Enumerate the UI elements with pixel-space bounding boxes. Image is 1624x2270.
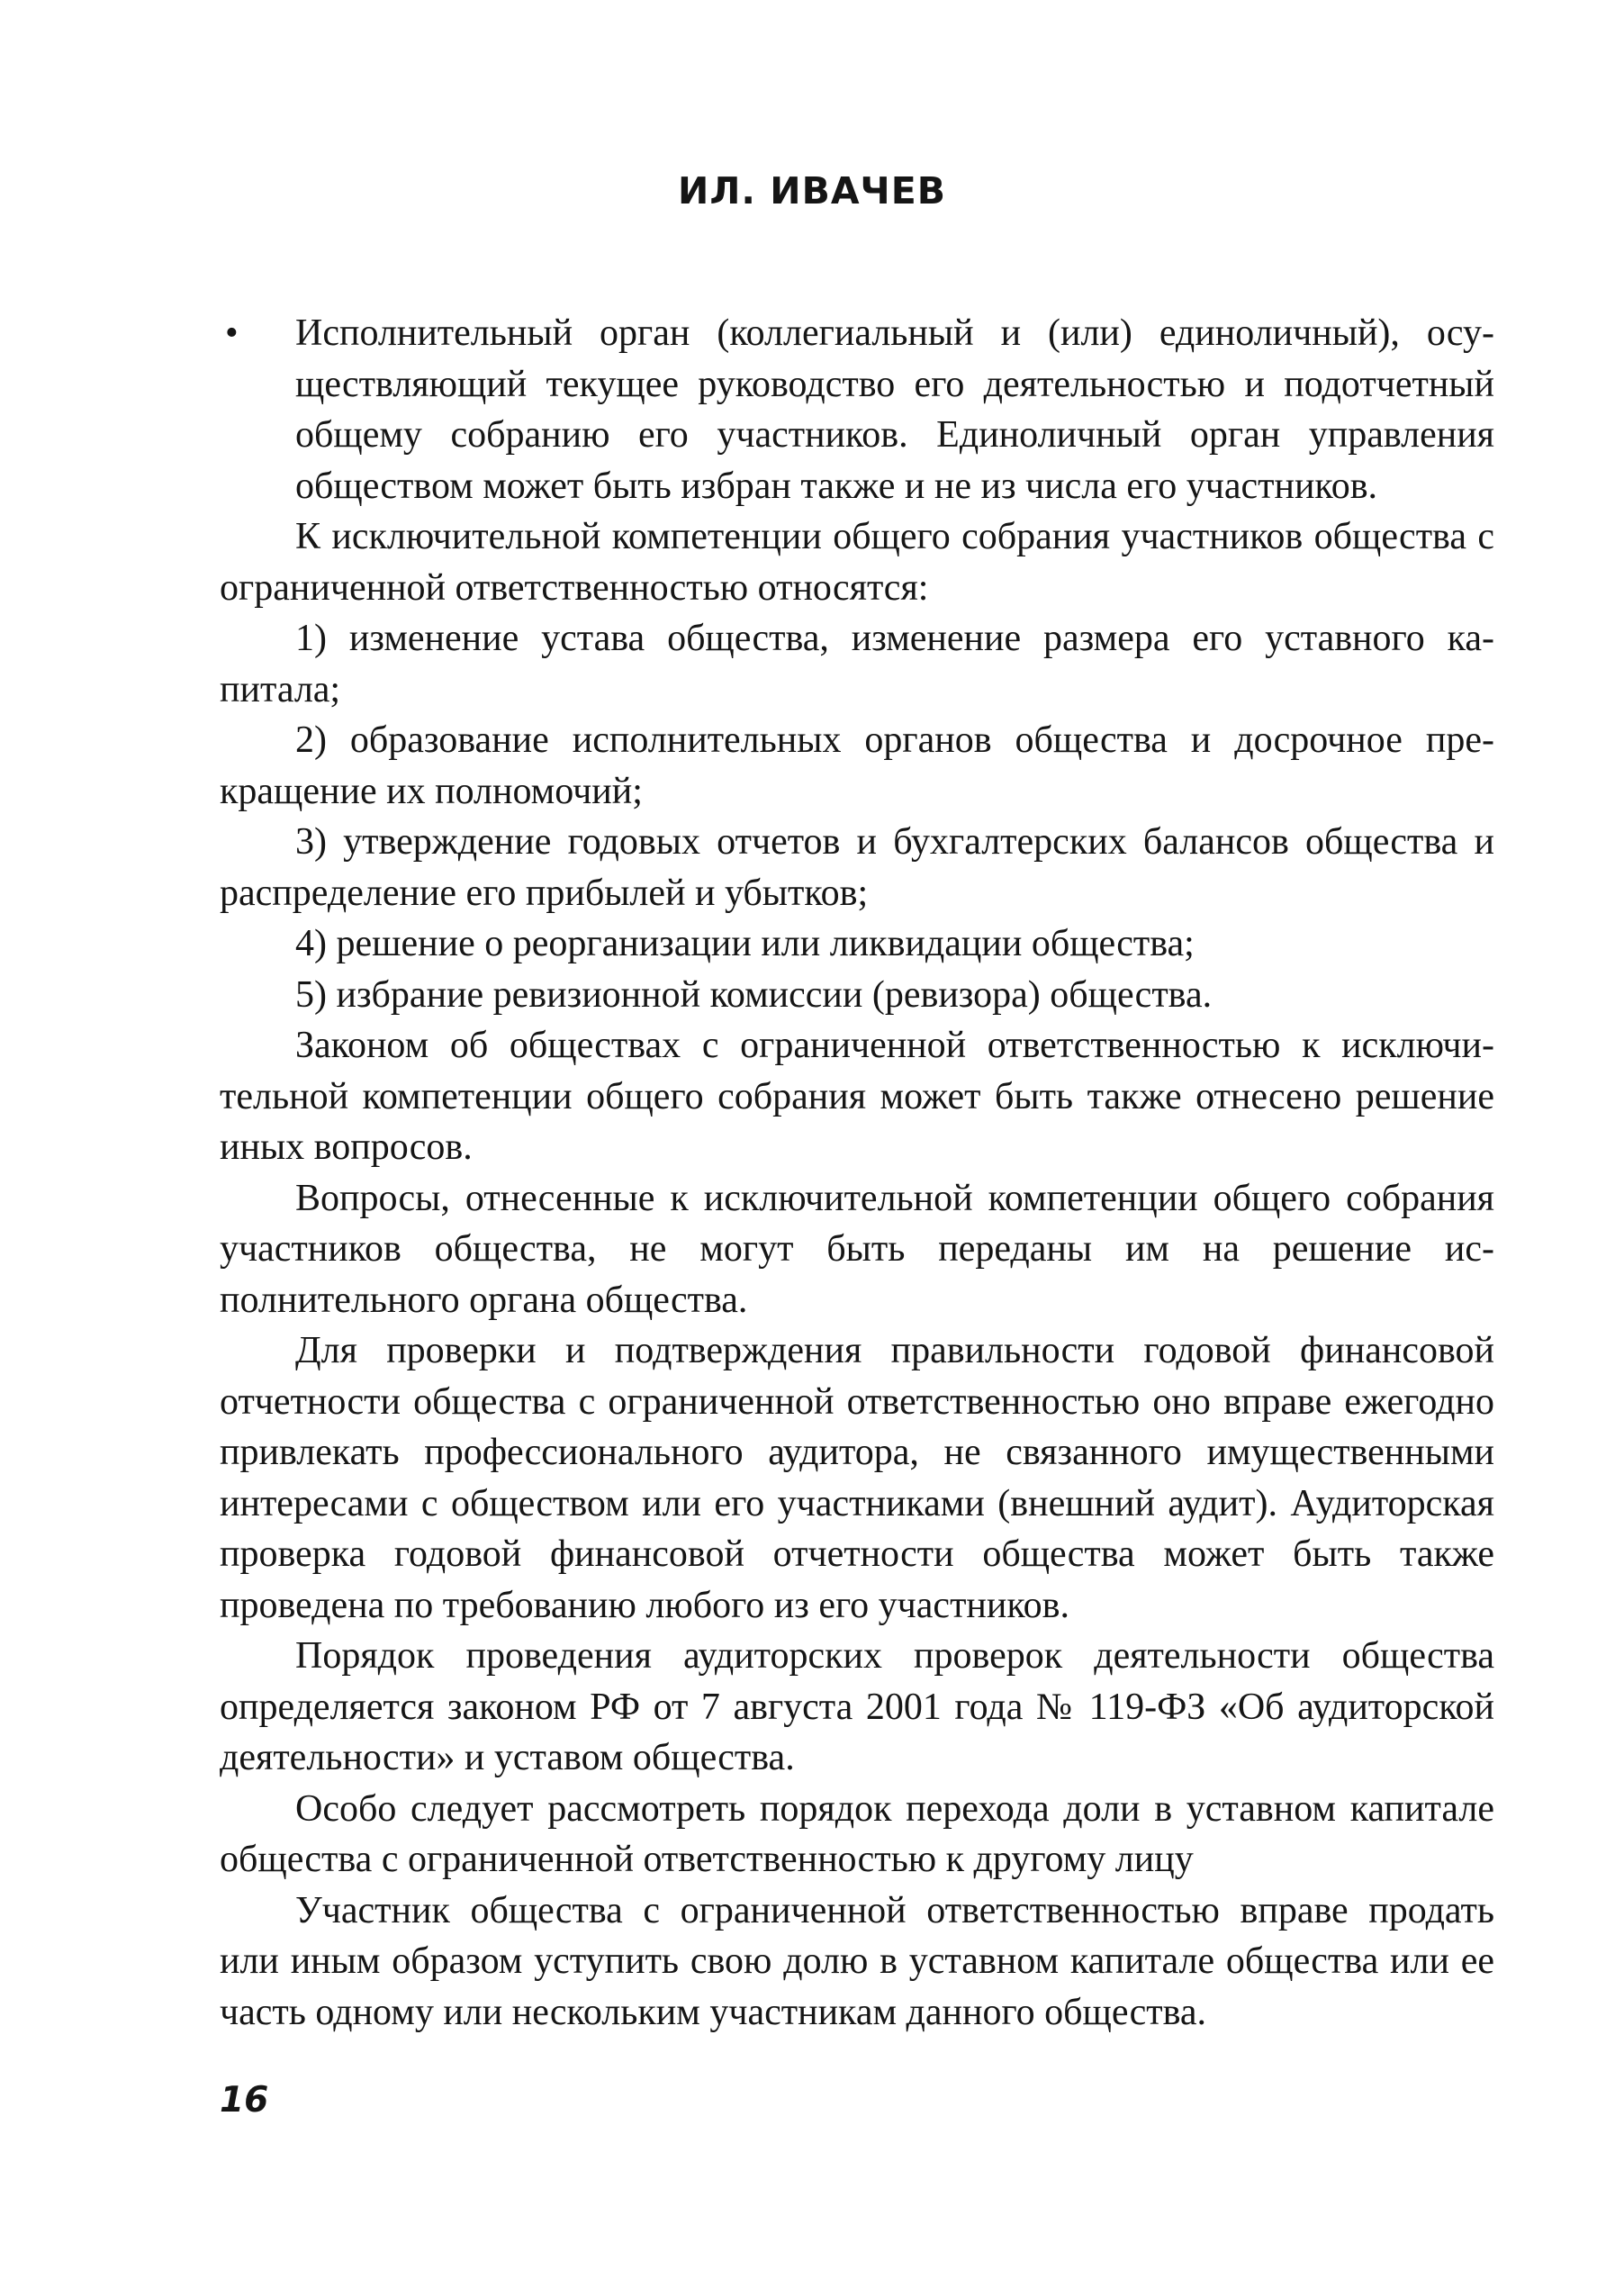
running-header: ИЛ. ИВАЧЕВ: [678, 169, 946, 213]
list-item-4: 4) решение о реорганизации или ликвидации общества;: [295, 923, 1195, 964]
paragraph-5: Порядок проведения аудиторских проверок деятельности общества определяется законом РФ от 7 августа 2001 года № 119-ФЗ «Об аудиторской деятельности» и уставом общества.: [220, 1635, 1494, 1778]
list-item-2: 2) образование исполнительных органов общества и досрочное прекращение их полномочий;: [220, 719, 1494, 812]
bullet-mark: •: [225, 312, 239, 354]
paragraph-3: Вопросы, отнесенные к исключительной компетенции общего собрания участников общества, не могут быть переданы им на решение исполнительного органа общества.: [220, 1177, 1494, 1321]
paragraph-4: Для проверки и подтверждения правильности годовой финансовой отчетности общества с ограниченной ответственностью оно вправе ежегодно привлекать профессионального аудитора, не связанного имущественными интересами с обществом или его участниками (внешний аудит). Аудиторская проверка годовой финансовой отчетности общества может быть также проведена по требованию любого из его участников.: [220, 1330, 1494, 1626]
list-item-3: 3) утверждение годовых отчетов и бухгалтерских балансов общества и распределение его прибылей и убытков;: [220, 821, 1494, 914]
bullet-text: Исполнительный орган (коллегиальный и (или) единоличный), осуществляющий текущее руководство его деятельностью и подотчетный общему собранию его участников. Единоличный орган управления обществом может быть избран также и не из числа его участников.: [295, 312, 1494, 507]
page-body: [220, 308, 1494, 2038]
list-item-1: 1) изменение устава общества, изменение размера его уставного капитала;: [220, 618, 1494, 710]
bullet-item: [220, 308, 1494, 511]
paragraph-1: К исключительной компетенции общего собрания участников общества с ограниченной ответственностью относятся:: [220, 516, 1494, 609]
list-item-5: 5) избрание ревизионной комиссии (ревизора) общества.: [295, 973, 1213, 1016]
paragraph-6: Особо следует рассмотреть порядок перехода доли в уставном капитале общества с ограниченной ответственностью к другому лицу: [220, 1787, 1494, 1880]
paragraph-2: Законом об обществах с ограниченной ответственностью к исключительной компетенции общего собрания может быть также отнесено решение иных вопросов.: [220, 1025, 1494, 1168]
page-number: 16: [220, 2080, 269, 2121]
paragraph-7: Участник общества с ограниченной ответственностью вправе продать или иным образом уступить свою долю в уставном капитале общества или ее часть одному или нескольким участникам данного общества.: [220, 1889, 1494, 2033]
